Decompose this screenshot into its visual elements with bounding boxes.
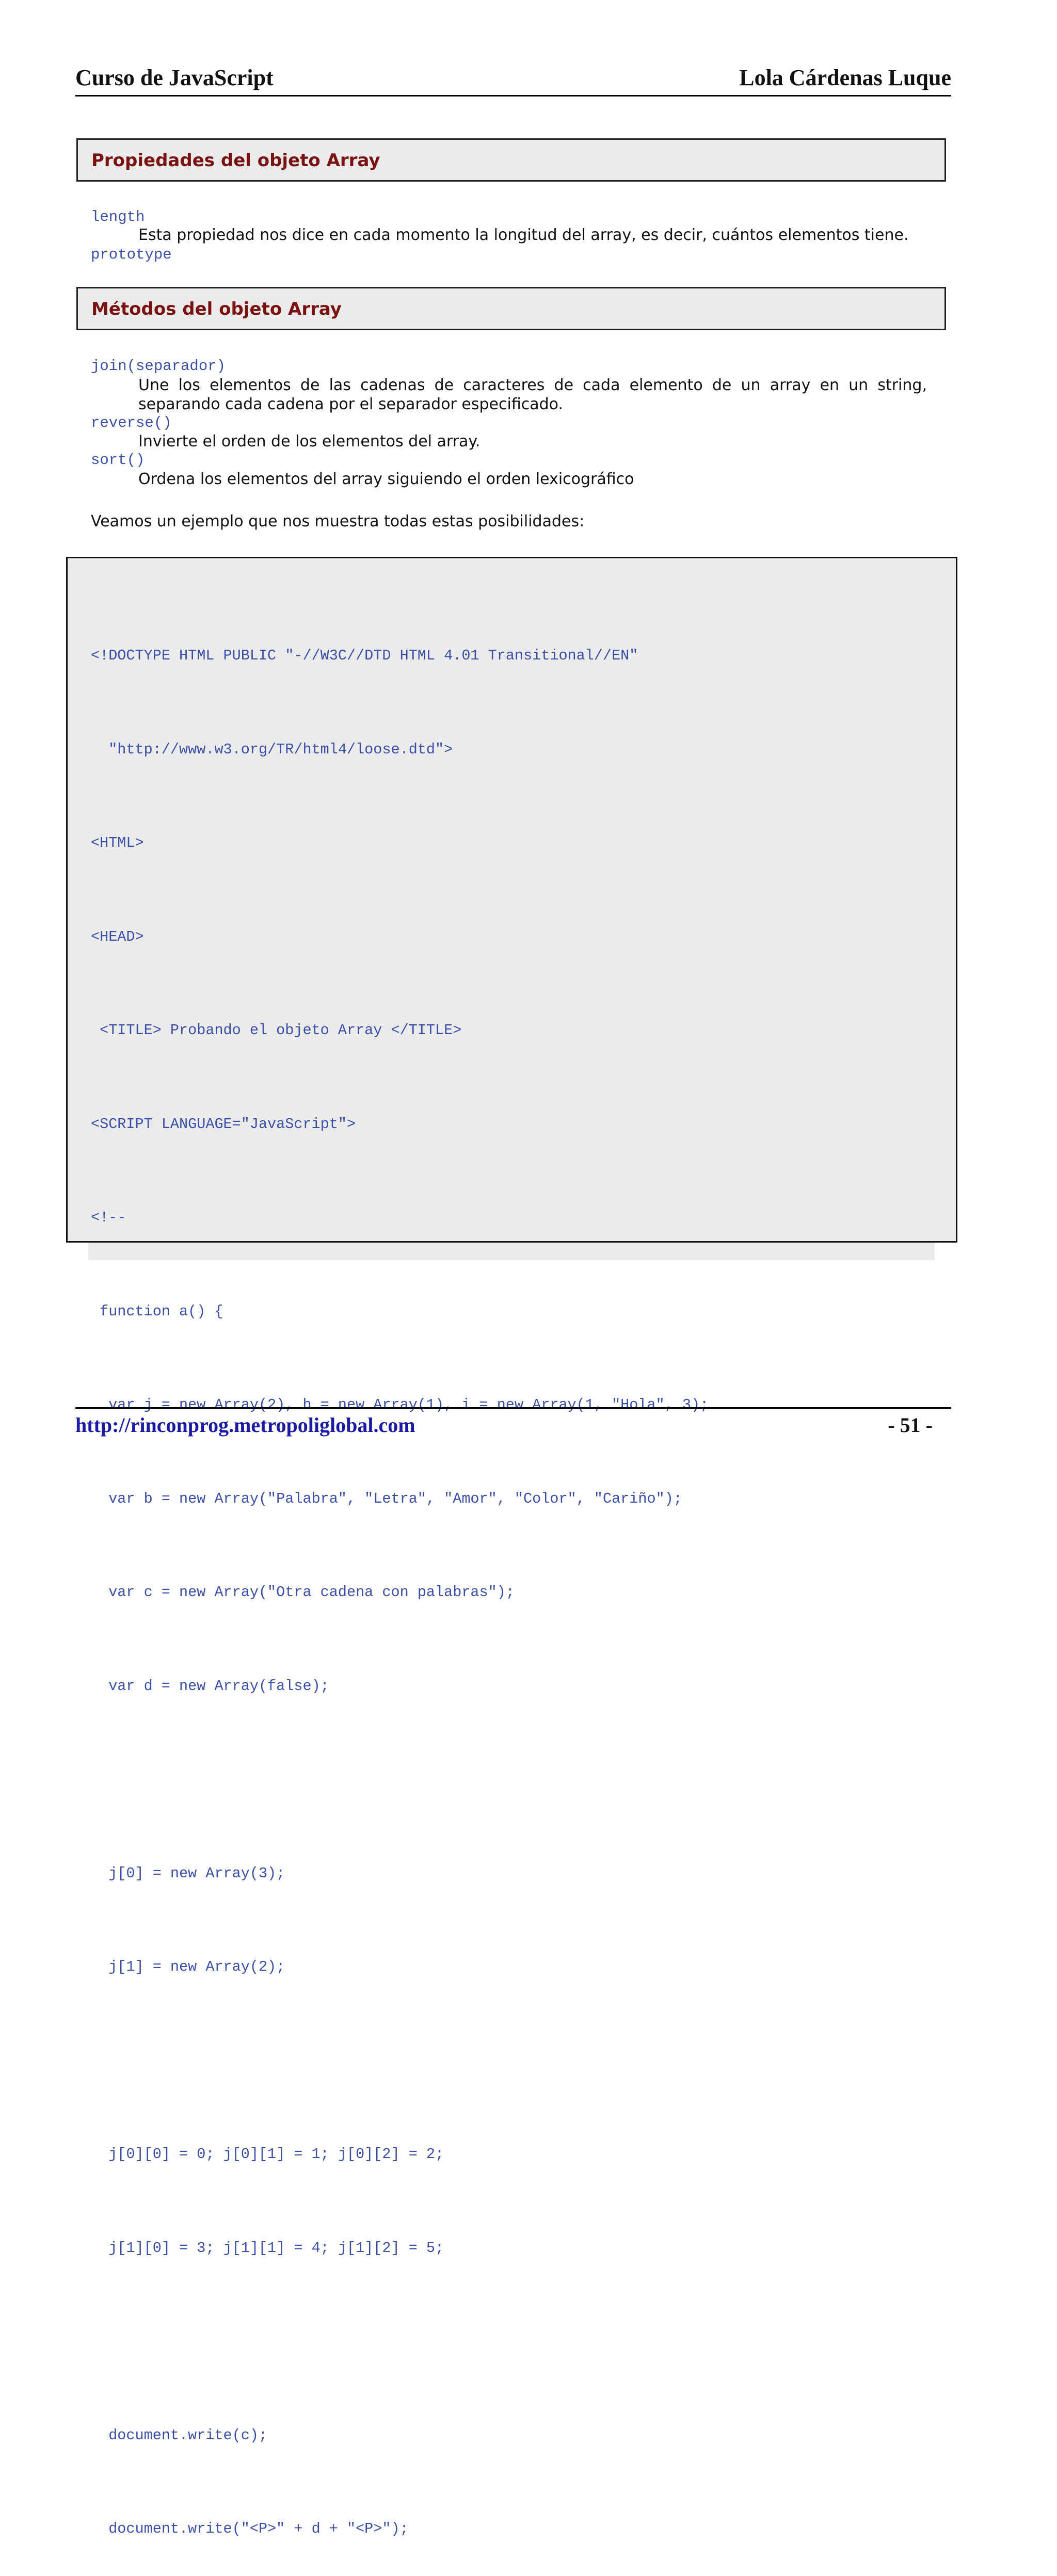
code-line: <HEAD> <box>91 928 144 945</box>
page-number: - 51 - <box>888 1413 933 1437</box>
method-join: join(separador) <box>91 358 226 375</box>
code-line: <SCRIPT LANGUAGE="JavaScript"> <box>91 1115 356 1133</box>
code-line: document.write(c); <box>91 2426 268 2444</box>
code-line: j[1] = new Array(2); <box>91 1958 285 1975</box>
property-length-description: Esta propiedad nos dice en cada momento la longitud del array, es decir, cuántos elementos tiene. <box>138 226 909 244</box>
code-line: <!-- <box>91 1209 126 1226</box>
method-sort-description: Ordena los elementos del array siguiendo el orden lexicográfico <box>138 470 634 488</box>
section-title-properties: Propiedades del objeto Array <box>91 150 380 171</box>
code-line: var j = new Array(2), h = new Array(1), i = new Array(1, "Hola", 3); <box>91 1396 709 1413</box>
section-heading-methods <box>76 287 946 330</box>
code-line <box>91 2046 709 2077</box>
header-author: Lola Cárdenas Luque <box>739 65 951 90</box>
code-line <box>91 1764 709 1796</box>
code-line: j[1][0] = 3; j[1][1] = 4; j[1][2] = 5; <box>91 2239 444 2257</box>
property-prototype: prototype <box>91 246 172 263</box>
code-line: <!DOCTYPE HTML PUBLIC "-//W3C//DTD HTML 4.01 Transitional//EN" <box>91 647 638 664</box>
code-line: var b = new Array("Palabra", "Letra", "Amor", "Color", "Cariño"); <box>91 1490 682 1507</box>
code-listing <box>91 578 709 2576</box>
property-length: length <box>91 208 145 226</box>
method-reverse-description: Invierte el orden de los elementos del array. <box>138 432 481 450</box>
code-line: j[0][0] = 0; j[0][1] = 1; j[0][2] = 2; <box>91 2146 444 2163</box>
header-course-title: Curso de JavaScript <box>75 65 274 90</box>
section-heading-properties <box>76 138 946 182</box>
code-line: <TITLE> Probando el objeto Array </TITLE> <box>91 1022 462 1039</box>
code-line: "http://www.w3.org/TR/html4/loose.dtd"> <box>91 740 453 758</box>
code-line: var d = new Array(false); <box>91 1677 329 1695</box>
footer-url-link[interactable]: http://rinconprog.metropoliglobal.com <box>75 1413 415 1437</box>
code-line: document.write("<P>" + d + "<P>"); <box>91 2520 409 2537</box>
code-line: j[0] = new Array(3); <box>91 1864 285 1882</box>
code-line: function a() { <box>91 1302 223 1320</box>
section-title-methods: Métodos del objeto Array <box>91 299 342 319</box>
code-line <box>91 2326 709 2358</box>
code-line: <HTML> <box>91 834 144 851</box>
code-line: var c = new Array("Otra cadena con palabras"); <box>91 1584 515 1601</box>
intro-paragraph: Veamos un ejemplo que nos muestra todas estas posibilidades: <box>91 512 585 530</box>
method-sort: sort() <box>91 452 145 469</box>
method-reverse: reverse() <box>91 414 172 431</box>
page-footer <box>75 1407 951 1440</box>
page-header <box>75 61 951 96</box>
method-join-description: Une los elementos de las cadenas de caracteres de cada elemento de un array en un string, separando cada cadena por el separador especificado. <box>138 376 927 413</box>
